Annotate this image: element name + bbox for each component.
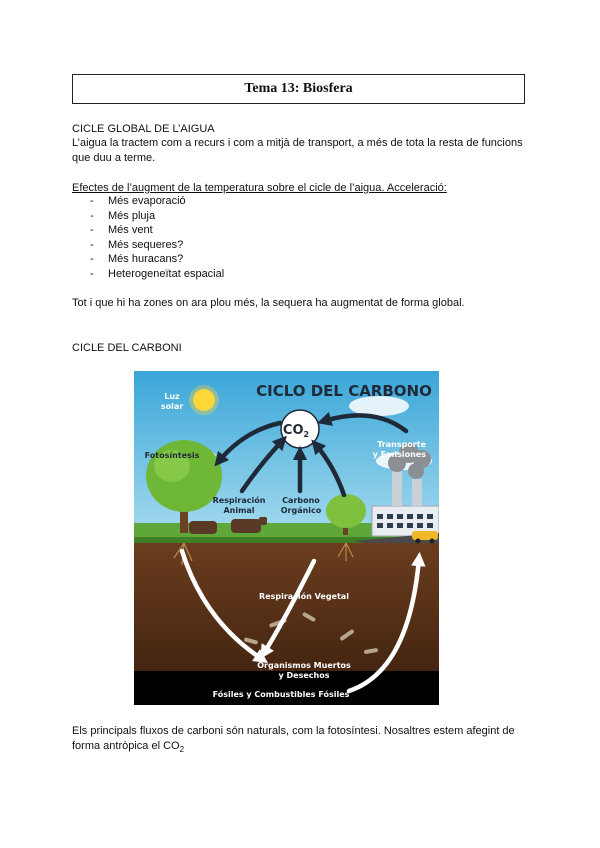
sun-label-2: solar <box>160 402 184 411</box>
fossils-label: Fósiles y Combustibles Fósiles <box>212 690 350 699</box>
sun-label-1: Luz <box>164 392 180 401</box>
resp-animal-label-1: Respiración <box>212 496 266 505</box>
list-item: - Més pluja <box>72 209 532 224</box>
figure-title: CICLO DEL CARBONO <box>256 382 432 400</box>
carbon-cycle-figure <box>134 371 439 705</box>
transport-label-1: Transporte <box>377 440 426 449</box>
caption-text: Els principals fluxos de carboni són naturals, com la fotosíntesi. Nosaltres estem afegint de forma antròpica el CO <box>72 725 515 752</box>
list-item: - Més evaporació <box>72 194 532 209</box>
resp-vegetal-label: Respiración Vegetal <box>259 592 349 601</box>
page-title: Tema 13: Biosfera <box>72 74 525 104</box>
carbon-org-label-2: Orgánico <box>280 506 322 515</box>
sun-icon <box>189 385 219 415</box>
resp-animal-label-2: Animal <box>223 506 255 515</box>
water-intro: L’aigua la tractem com a recurs i com a mitjà de transport, a més de tota la resta de funcions que duu a terme. <box>72 137 523 164</box>
effects-heading: Efectes de l’augment de la temperatura sobre el cicle de l’aigua. Acceleració: <box>72 182 447 194</box>
photosynthesis-label: Fotosíntesis <box>144 451 200 460</box>
organisms-label-1: Organismos Muertos <box>257 661 351 670</box>
carbon-heading: CICLE DEL CARBONI <box>72 342 182 354</box>
list-item: - Més vent <box>72 223 532 238</box>
water-conclusion: Tot i que hi ha zones on ara plou més, la sequera ha augmentat de forma global. <box>72 297 465 309</box>
carbon-org-label-1: Carbono <box>282 496 320 505</box>
effects-list <box>72 194 532 282</box>
organisms-label-2: y Desechos <box>278 671 330 680</box>
list-item: - Més huracans? <box>72 252 532 267</box>
co2-badge <box>281 410 319 448</box>
transport-label-2: y Emisiones <box>372 450 426 459</box>
water-heading: CICLE GLOBAL DE L’AIGUA <box>72 123 215 135</box>
list-item: - Heterogeneïtat espacial <box>72 267 532 282</box>
carbon-caption <box>72 724 532 757</box>
co2-label: CO <box>282 423 304 438</box>
co2-subscript: 2 <box>303 430 310 439</box>
list-item: - Més sequeres? <box>72 238 532 253</box>
caption-subscript: 2 <box>179 744 185 754</box>
